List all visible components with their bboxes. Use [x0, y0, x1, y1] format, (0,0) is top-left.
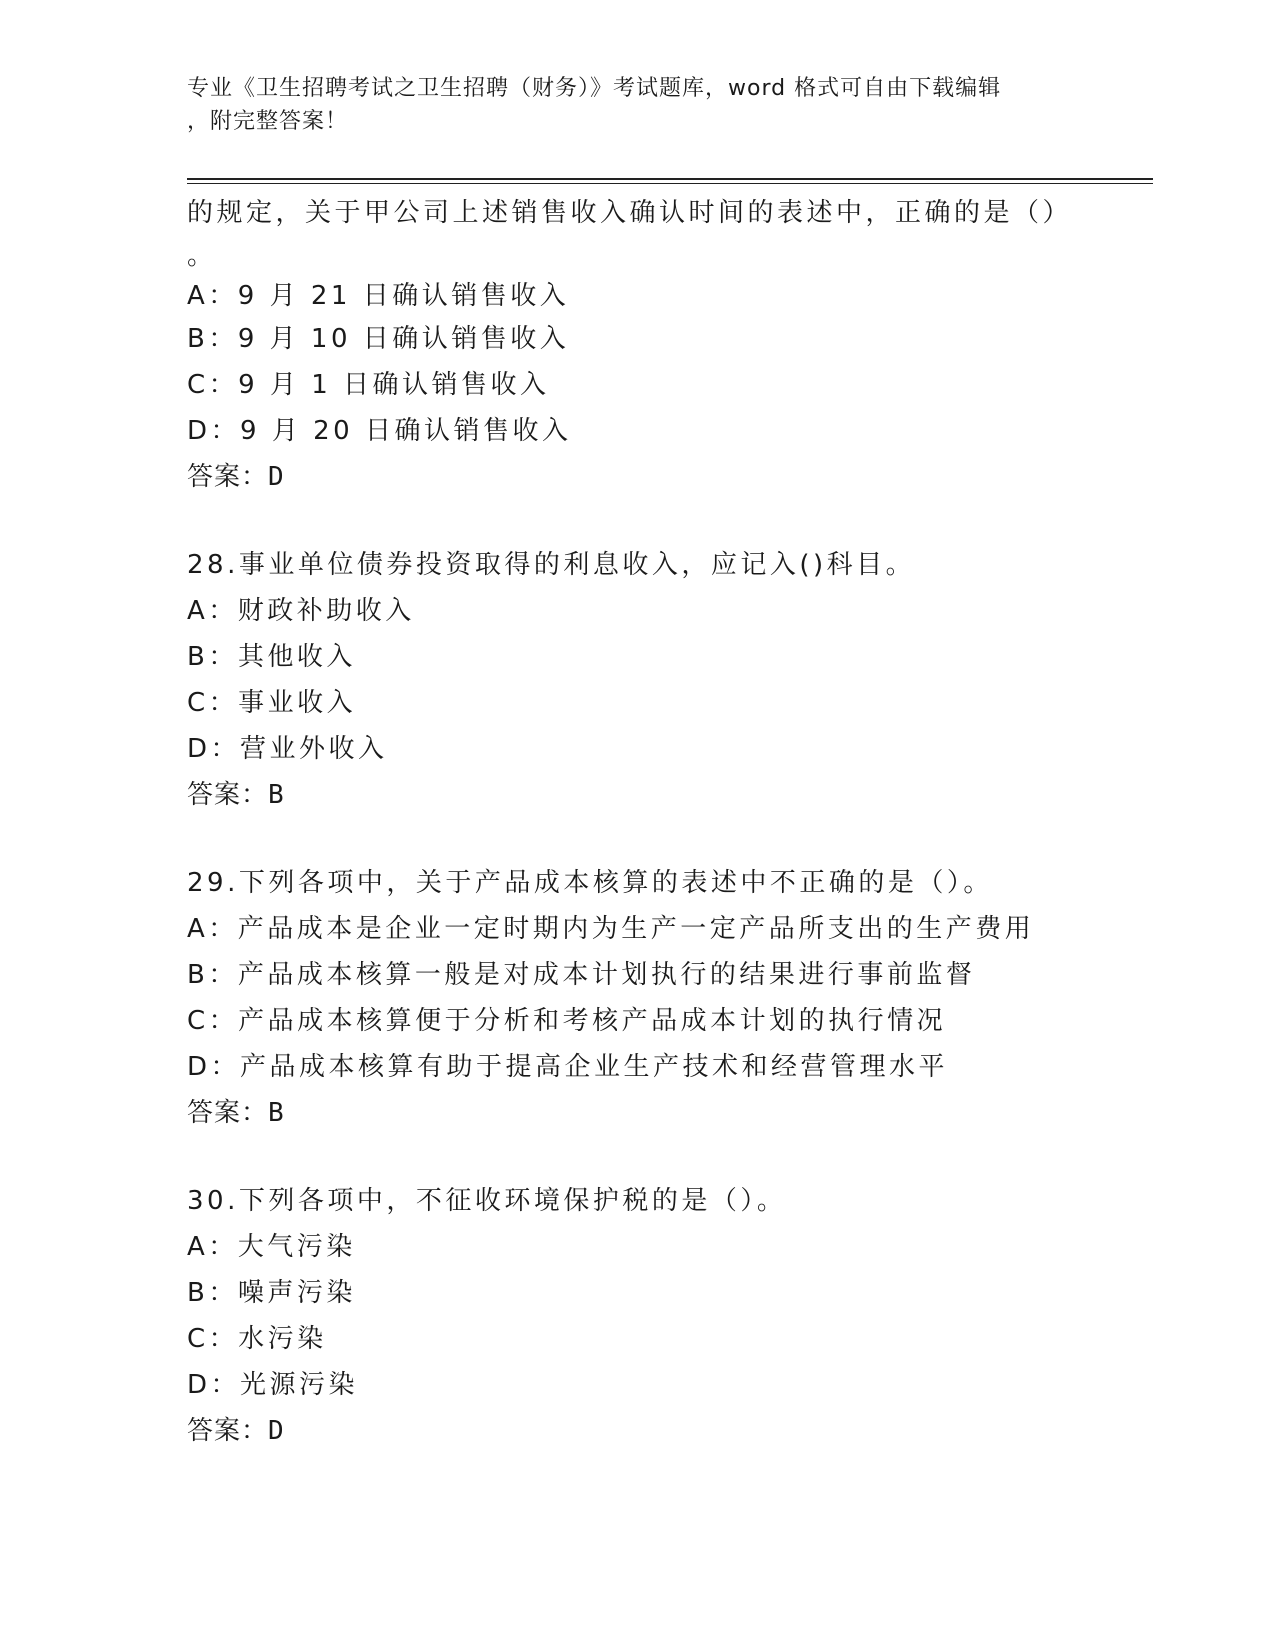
question-stem-continued: 。	[187, 241, 217, 271]
option-c: C：事业收入	[187, 688, 357, 718]
option-b: B：9 月 10 日确认销售收入	[187, 324, 570, 354]
spacer	[187, 1136, 1187, 1178]
option-d: D：光源污染	[187, 1370, 359, 1400]
option-a: A：财政补助收入	[187, 596, 415, 626]
option-b: B：噪声污染	[187, 1278, 356, 1308]
question-29	[187, 860, 1187, 1136]
answer-value: B	[268, 780, 285, 810]
option-a: A：大气污染	[187, 1232, 356, 1262]
option-d: D：产品成本核算有助于提高企业生产技术和经营管理水平	[187, 1052, 949, 1082]
answer	[187, 772, 1187, 818]
question-list	[187, 190, 1187, 1454]
option-c: C：水污染	[187, 1324, 327, 1354]
spacer	[187, 818, 1187, 860]
question-28	[187, 542, 1187, 818]
header-divider-thick	[187, 178, 1153, 180]
answer-label: 答案：	[187, 462, 269, 492]
question-27	[187, 190, 1187, 500]
option-b: B：产品成本核算一般是对成本计划执行的结果进行事前监督	[187, 960, 976, 990]
document-header	[187, 72, 1087, 138]
answer-label: 答案：	[187, 780, 269, 810]
option-a: A：产品成本是企业一定时期内为生产一定产品所支出的生产费用	[187, 914, 1035, 944]
answer-value: D	[268, 462, 285, 492]
question-30	[187, 1178, 1187, 1454]
header-line-2: ，附完整答案！	[187, 109, 349, 134]
option-c: C：9 月 1 日确认销售收入	[187, 370, 550, 400]
question-stem: 28.事业单位债券投资取得的利息收入，应记入()科目。	[187, 550, 916, 580]
header-line-1: 专业《卫生招聘考试之卫生招聘（财务）》考试题库，word 格式可自由下载编辑	[187, 76, 1002, 101]
answer-label: 答案：	[187, 1098, 269, 1128]
answer-value: B	[268, 1098, 285, 1128]
header-divider-thin	[187, 183, 1153, 184]
answer	[187, 1090, 1187, 1136]
answer-value: D	[268, 1416, 285, 1446]
option-d: D：营业外收入	[187, 734, 388, 764]
answer	[187, 1408, 1187, 1454]
answer	[187, 454, 1187, 500]
option-d: D：9 月 20 日确认销售收入	[187, 416, 572, 446]
question-stem: 的规定，关于甲公司上述销售收入确认时间的表述中，正确的是（）	[187, 198, 1073, 228]
option-a: A：9 月 21 日确认销售收入	[187, 281, 570, 311]
option-c: C：产品成本核算便于分析和考核产品成本计划的执行情况	[187, 1006, 947, 1036]
option-b: B：其他收入	[187, 642, 356, 672]
answer-label: 答案：	[187, 1416, 269, 1446]
question-stem: 29.下列各项中，关于产品成本核算的表述中不正确的是（）。	[187, 868, 993, 898]
question-stem: 30.下列各项中，不征收环境保护税的是（）。	[187, 1186, 787, 1216]
spacer	[187, 500, 1187, 542]
